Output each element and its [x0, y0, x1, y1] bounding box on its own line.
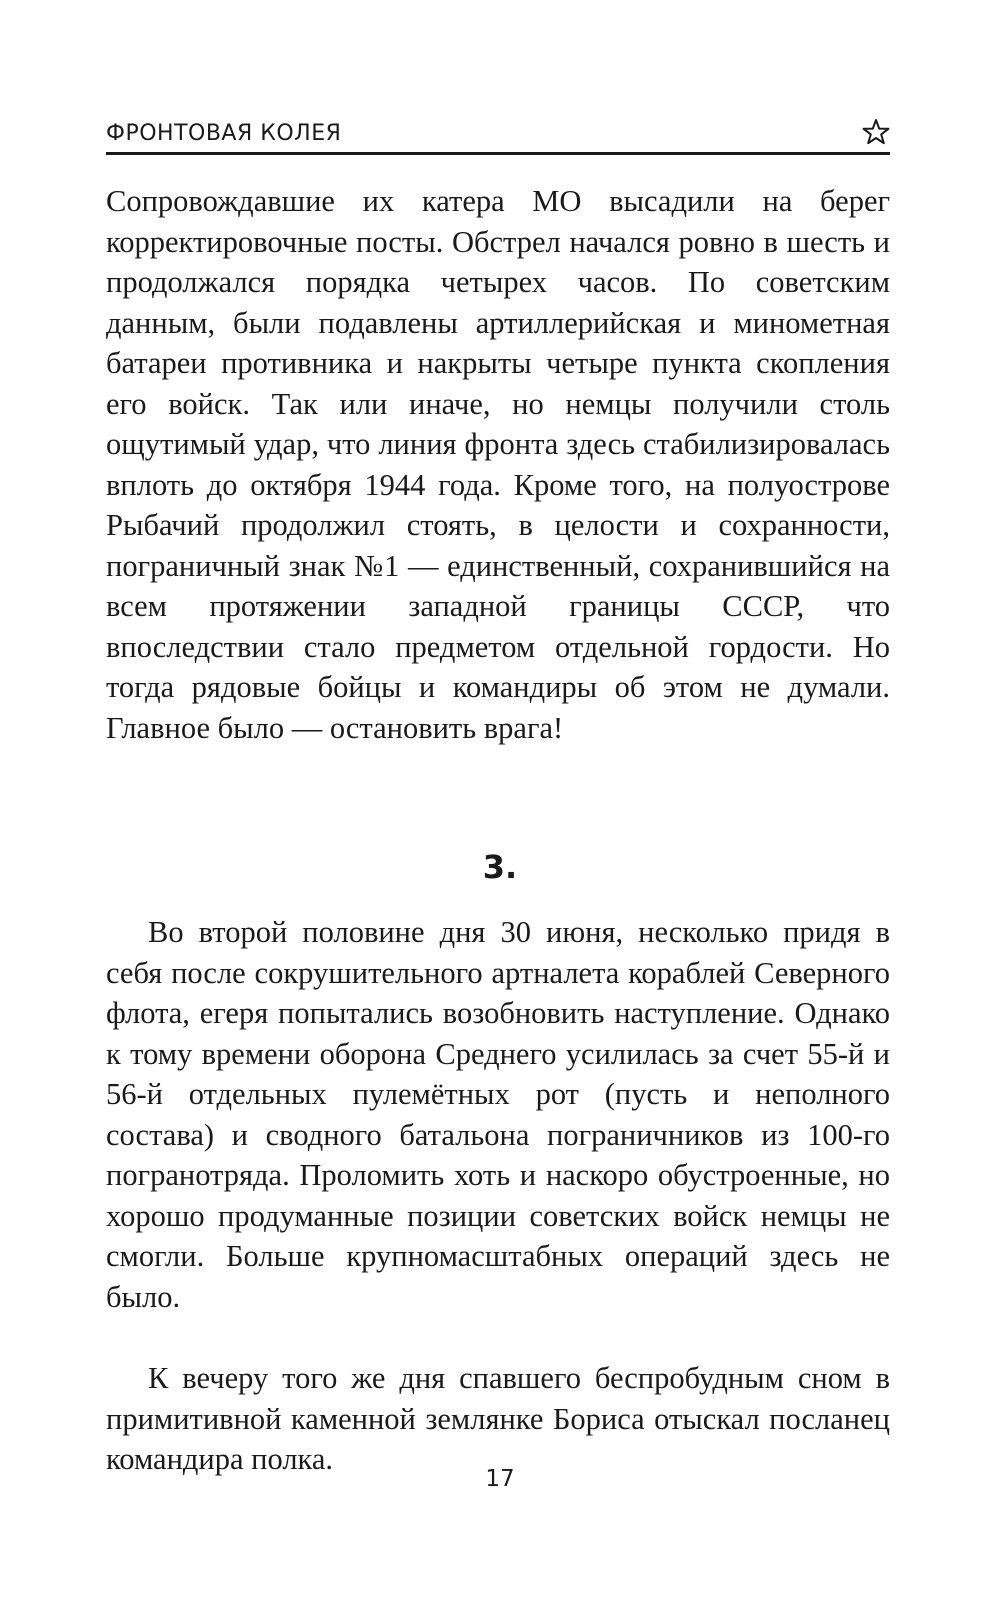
page-number: 17 [485, 1466, 515, 1492]
paragraph-1: Сопровождавшие их катера МО высадили на берег корректировочные посты. Обстрел начался ровно в шесть и продолжался порядка четырех часов. По советским данным, были подавлены артиллерийская и минометная батареи противника и накрыты четыре пункта скопления его войск. Так или иначе, но немцы получили столь ощутимый удар, что линия фронта здесь стабилизировалась вплоть до октября 1944 года. Кроме того, на полуострове Рыбачий продолжил стоять, в целости и сохранности, пограничный знак №1 — единственный, сохранившийся на всем протяжении западной границы СССР, что впоследствии стало предметом отдельной гордости. Но тогда рядовые бойцы и командиры об этом не думали. Главное было — остановить врага! [106, 184, 890, 745]
star-icon [862, 118, 890, 146]
running-head [106, 112, 890, 155]
section-number: 3. [482, 848, 518, 886]
paragraph-3: К вечеру того же дня спавшего беспробудным сном в примитивной каменной землянке Бориса отыскал посланец командира полка. [106, 1361, 890, 1476]
running-title: ФРОНТОВАЯ КОЛЕЯ [106, 121, 342, 146]
paragraph-2: Во второй половине дня 30 июня, несколько придя в себя после сокрушительного артналета кораблей Северного флота, егеря попытались возобновить наступление. Однако к тому времени оборона Среднего усилилась за счет 55-й и 56-й отдельных пулемётных рот (пусть и неполного состава) и сводного батальона пограничников из 100-го погранотряда. Проломить хоть и наскоро обустроенные, но хорошо продуманные позиции советских войск немцы не смогли. Больше крупномасштабных операций здесь не было. [106, 915, 890, 1314]
